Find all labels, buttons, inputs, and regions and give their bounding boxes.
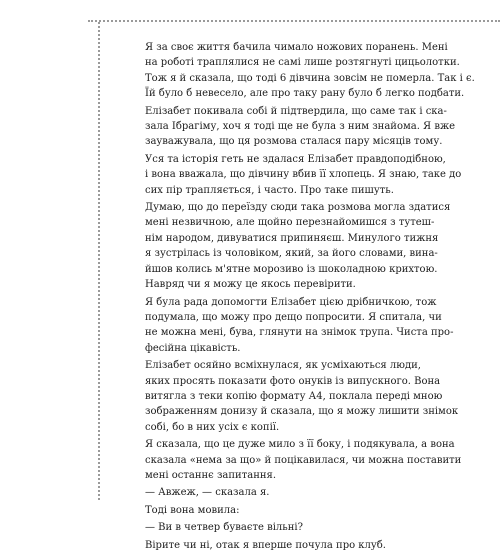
paragraph <box>135 520 371 535</box>
dotted-rule-top <box>88 20 500 22</box>
text-line: — Авжеж, — сказала я. <box>145 487 270 499</box>
text-line: зауважувала, що ця розмова сталася пару місяців тому. <box>145 136 443 148</box>
text-line: Елізабет покивала собі й підтвердила, що саме так і ска- <box>145 105 447 117</box>
paragraph <box>135 485 371 500</box>
text-line: на роботі траплялися не самі лише розтягнуті цицьолотки. <box>145 57 460 69</box>
text-line: Навряд чи я можу це якось перевірити. <box>145 279 356 291</box>
dotted-rule-left <box>98 22 100 500</box>
text-line: витягла з теки копію формату А4, поклала переді мною <box>145 390 443 402</box>
text-line: подумала, що можу про дещо попросити. Я спитала, чи <box>145 311 442 323</box>
text-line: зображенням донизу й сказала, що я можу лишити знімок <box>145 406 459 418</box>
paragraph <box>135 358 459 435</box>
text-line: зала Ібрагіму, хоч я тоді ще не була з ним знайома. Я вже <box>145 121 456 133</box>
text-line: і вона вважала, що дівчину вбив її хлопець. Я знаю, таке до <box>145 169 462 181</box>
text-line: Я за своє життя бачила чимало ножових поранень. Мені <box>145 42 448 53</box>
paragraph <box>135 200 451 292</box>
text-line: йшов колись м'ятне морозиво із шоколадною крихтою. <box>145 263 438 275</box>
text-line: Тож я й сказала, що тоді 6 дівчина зовсім не померла. Так і є. <box>145 72 475 84</box>
text-line: — Ви в четвер буваєте вільні? <box>145 522 303 534</box>
paragraph <box>135 437 462 483</box>
text-line: собі, бо в них усіх є копії. <box>145 421 280 433</box>
paragraph <box>135 104 456 150</box>
text-line: Я була рада допомогти Елізабет цією дрібничкою, тож <box>145 296 437 308</box>
text-line: сих пір трапляється, і часто. Про таке пишуть. <box>145 184 394 196</box>
text-line: Уся та історія геть не здалася Елізабет правдоподібною, <box>145 153 446 165</box>
text-line: Елізабет осяйно всміхнулася, як усміхаються люди, <box>145 360 421 372</box>
text-line: Їй було б невесело, але про таку рану було б легко подбати. <box>145 88 465 100</box>
text-line: Я сказала, що це дуже мило з її боку, і подякувала, а вона <box>145 439 455 451</box>
text-line: Думаю, що до переїзду сюди така розмова могла здатися <box>145 202 451 214</box>
text-line: фесійна цікавість. <box>145 342 241 354</box>
text-line: нім народом, дивуватися припиняєш. Минулого тижня <box>145 232 439 244</box>
text-line: яких просять показати фото онуків із випускного. Вона <box>145 375 441 387</box>
text-line: мені останнє запитання. <box>145 469 277 481</box>
paragraph <box>135 40 475 102</box>
paragraph <box>135 503 371 518</box>
body-text <box>135 40 475 555</box>
text-line: не можна мені, бува, глянути на знімок трупа. Чиста про- <box>145 327 454 339</box>
paragraph <box>135 152 462 198</box>
text-line: сказала «нема за що» й поцікавилася, чи можна поставити <box>145 454 462 466</box>
paragraph <box>135 295 454 357</box>
text-line: мені незвичною, але щойно перезнайомишся з тутеш- <box>145 217 435 229</box>
text-line: я зустрілась із чоловіком, який, за його словами, вина- <box>145 248 438 260</box>
text-line: Тоді вона мовила: <box>145 504 240 516</box>
paragraph <box>135 538 386 553</box>
text-line: Вірите чи ні, отак я вперше почула про клуб. <box>145 539 386 551</box>
